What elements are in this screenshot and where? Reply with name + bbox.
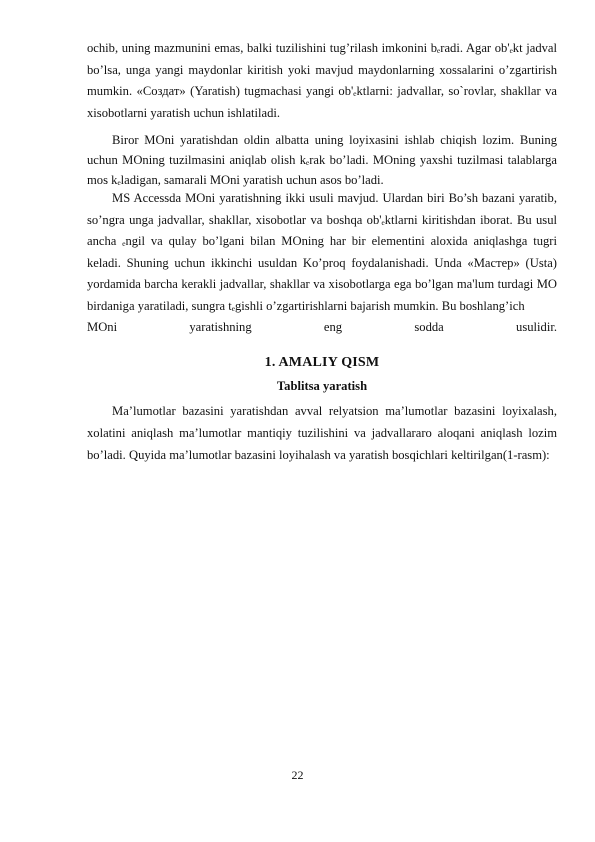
subsection-heading: Tablitsa yaratish xyxy=(276,378,368,393)
paragraph-methods: MS Accessda MOni yaratishning ikki usuli mavjud. Ulardan biri Bo’sh bazani yaratib, so’ngra unga jadvallar, shakllar, xisobotlar va boshqa ob'ₑktlarni kiritishdan iborat. Bu usul ancha ₑngil va qulay bo’lgani bilan MOning har bir elementini aloxida aniqlashga tugri keladi. Shuning uchun ikkinchi usuldan Ko’proq foydalanishadi. Unda «Мастер» (Usta) yordamida barcha kerakli jadvallar, shakllar va xisobotlarga ega bo’lgan ma'lum turdagi MO birdaniga yaratiladi, sungra tₑgishli o’zgartirishlarni bajarish mumkin. Bu boshlang’ich xyxy=(87,191,557,313)
paragraph-design: Biror MOni yaratishdan oldin albatta uning loyixasini ishlab chiqish lozim. Buning uchun MOning tuzilmasini aniqlab olish kₑrak bo’ladi. MOning yaxshi tuzilmasi talablarga mos kₑladigan, samarali MOni yaratish uchun asos bo’ladi. xyxy=(87,133,557,187)
section-heading: 1. AMALIY QISM xyxy=(264,354,380,370)
paragraph-methods-tail: MOni yaratishning eng sodda usulidir. xyxy=(87,320,557,334)
page-number: 22 xyxy=(291,768,304,782)
paragraph-intro: ochib, uning mazmunini emas, balki tuzilishini tug’rilash imkonini bₑradi. Agar ob'ₑkt jadval bo’lsa, unga yangi maydonlar kiritish yoki mavjud maydonlarning xossalarini o’zgartirish mumkin. «Создат» (Yaratish) tugmachasi yangi ob'ₑktlarni: jadvallar, so`rovlar, shakllar va xisobotlarni yaratish uchun ishlatiladi. xyxy=(87,41,557,120)
paragraph-database: Ma’lumotlar bazasini yaratishdan avval relyatsion ma’lumotlar bazasini loyixalash, xolatini aniqlash ma’lumotlar mantiqiy tuzilishini va jadvallararo aloqani aniqlash lozim bo’ladi. Quyida ma’lumotlar bazasini loyihalash va yaratish bosqichlari keltirilgan(1-rasm): xyxy=(87,403,557,462)
page-content xyxy=(87,38,557,466)
